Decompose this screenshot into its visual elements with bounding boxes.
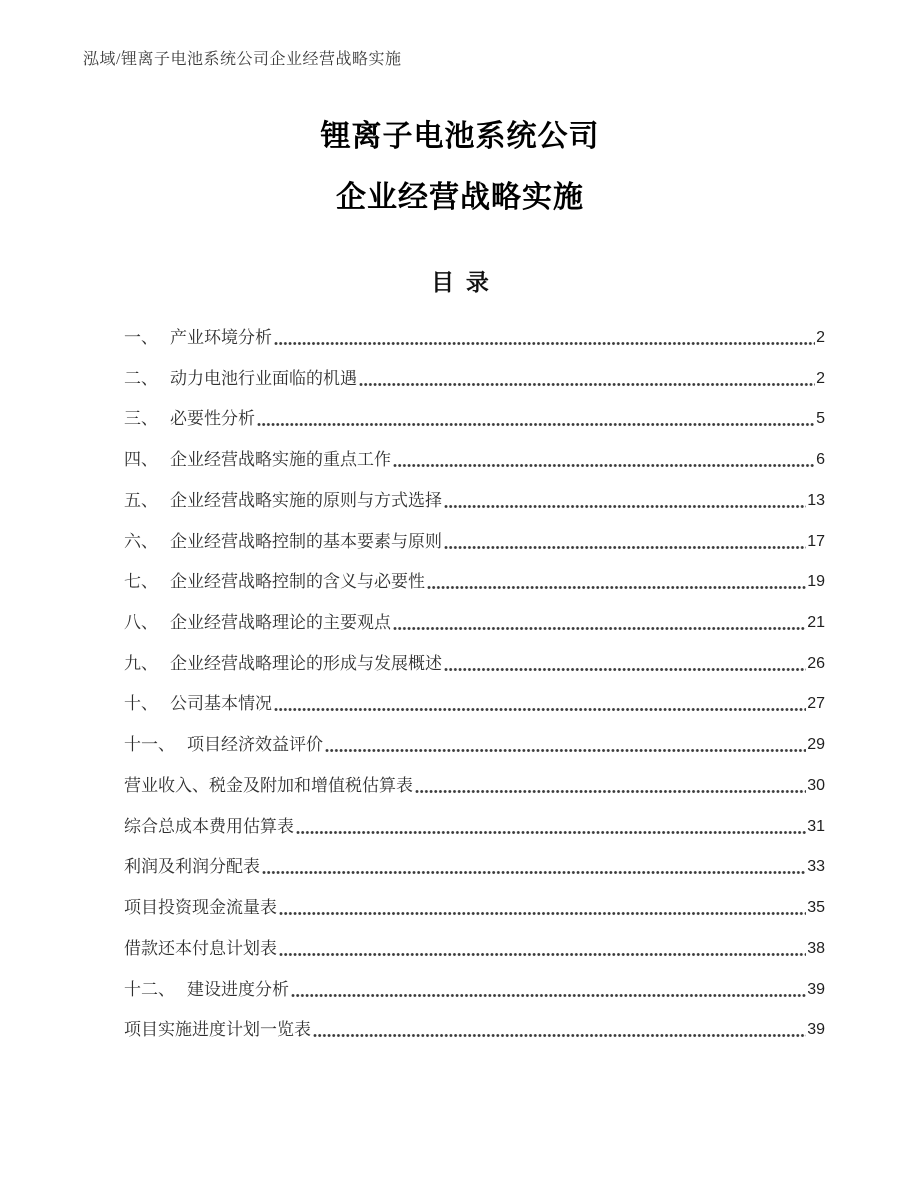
toc-entry-label: 公司基本情况 [170,694,272,714]
toc-entry-number: 九、 [124,653,158,673]
toc-entry-label: 企业经营战略实施的重点工作 [170,450,391,470]
toc-entry-page-number: 26 [807,654,825,672]
toc-entry[interactable] [124,979,825,1020]
toc-entry-number: 十一、 [124,735,175,755]
toc-dot-leader [359,368,815,389]
toc-entry[interactable] [124,938,825,979]
toc-dot-leader [415,775,806,796]
toc-dot-leader [313,1019,806,1040]
document-running-header: 泓域/锂离子电池系统公司企业经营战略实施 [83,51,402,68]
toc-entry-label: 企业经营战略理论的主要观点 [170,613,391,633]
toc-dot-leader [444,490,806,511]
toc-dot-leader [325,734,806,755]
toc-dot-leader [262,856,806,877]
toc-entry-page-number: 29 [807,736,825,754]
toc-entry-page-number: 39 [807,1021,825,1039]
toc-entry-label: 企业经营战略理论的形成与发展概述 [170,653,442,673]
toc-entry[interactable] [124,612,825,653]
toc-entry[interactable] [124,816,825,857]
toc-entry-label: 利润及利润分配表 [124,857,260,877]
document-title-line-2: 企业经营战略实施 [336,181,584,214]
toc-entry-number: 七、 [124,572,158,592]
toc-entry-page-number: 21 [807,614,825,632]
toc-entry-number: 五、 [124,490,158,510]
toc-list [124,327,825,1060]
toc-heading: 目 录 [431,270,489,295]
toc-dot-leader [274,693,806,714]
toc-entry-label: 必要性分析 [170,409,255,429]
toc-entry-label: 项目经济效益评价 [187,735,323,755]
toc-entry-label: 营业收入、税金及附加和增值税估算表 [124,775,413,795]
toc-entry-label: 企业经营战略控制的基本要素与原则 [170,531,442,551]
toc-dot-leader [444,531,806,552]
toc-entry[interactable] [124,1019,825,1060]
toc-entry-label: 企业经营战略控制的含义与必要性 [170,572,425,592]
toc-entry[interactable] [124,327,825,368]
toc-entry[interactable] [124,856,825,897]
toc-entry-page-number: 31 [807,817,825,835]
toc-dot-leader [279,938,806,959]
toc-entry-label: 项目投资现金流量表 [124,898,277,918]
toc-entry[interactable] [124,897,825,938]
toc-entry-label: 动力电池行业面临的机遇 [170,368,357,388]
toc-entry[interactable] [124,408,825,449]
toc-dot-leader [393,449,815,470]
toc-entry-page-number: 13 [807,491,825,509]
toc-entry-number: 十、 [124,694,158,714]
toc-entry-page-number: 5 [816,410,825,428]
toc-entry-page-number: 39 [807,980,825,998]
toc-entry-number: 三、 [124,409,158,429]
toc-entry-page-number: 33 [807,858,825,876]
toc-entry-page-number: 6 [816,451,825,469]
toc-entry-number: 八、 [124,613,158,633]
toc-entry[interactable] [124,449,825,490]
toc-dot-leader [444,653,806,674]
toc-entry-page-number: 17 [807,532,825,550]
toc-entry[interactable] [124,693,825,734]
toc-entry-label: 企业经营战略实施的原则与方式选择 [170,490,442,510]
toc-entry-number: 十二、 [124,979,175,999]
toc-entry-number: 六、 [124,531,158,551]
toc-entry[interactable] [124,653,825,694]
toc-dot-leader [296,816,806,837]
toc-dot-leader [257,408,815,429]
toc-entry-number: 一、 [124,328,158,347]
toc-entry-number: 二、 [124,368,158,388]
toc-entry[interactable] [124,368,825,409]
toc-entry-page-number: 2 [816,329,825,346]
toc-entry[interactable] [124,775,825,816]
toc-entry-number: 四、 [124,450,158,470]
toc-dot-leader [393,612,806,633]
toc-entry-page-number: 38 [807,939,825,957]
toc-entry[interactable] [124,490,825,531]
toc-entry[interactable] [124,734,825,775]
toc-dot-leader [427,571,806,592]
toc-entry-page-number: 19 [807,573,825,591]
toc-entry-label: 综合总成本费用估算表 [124,816,294,836]
toc-entry-page-number: 35 [807,899,825,917]
document-title-line-1: 锂离子电池系统公司 [320,120,600,153]
toc-entry-label: 项目实施进度计划一览表 [124,1020,311,1040]
toc-entry[interactable] [124,571,825,612]
toc-entry-page-number: 2 [816,369,825,387]
toc-dot-leader [291,979,806,1000]
toc-entry-page-number: 27 [807,695,825,713]
toc-entry-label: 产业环境分析 [170,328,272,347]
toc-dot-leader [274,327,815,348]
toc-entry-label: 借款还本付息计划表 [124,938,277,958]
toc-entry-page-number: 30 [807,776,825,794]
toc-entry[interactable] [124,531,825,572]
toc-dot-leader [279,897,806,918]
toc-entry-label: 建设进度分析 [187,979,289,999]
